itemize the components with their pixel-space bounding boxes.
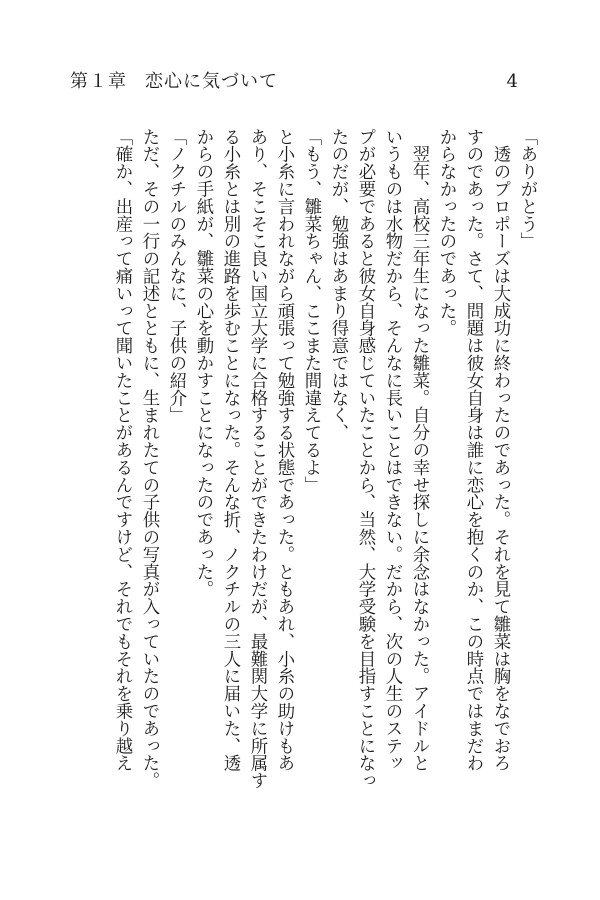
text-line: 翌年、高校三年生になった雛菜。自分の幸せ探しに余念はなかった。アイドルと [409,128,429,772]
text-line: ただ、その一行の記述とともに、生まれたての子供の写真が入っていたのであった。 [139,128,159,790]
vertical-body-text [108,128,540,838]
chapter-title: 恋心に気づいて [145,71,278,92]
text-line: プが必要であると彼女自身感じていたことから、当然、大学受験を目指すことになっ [355,128,375,790]
text-line: たのだが、勉強はあまり得意ではなく、 [328,128,348,442]
text-line: からの手紙が、雛菜の心を動かすことになったのであった。 [193,128,213,598]
text-line: 「ノクチルのみんなに、子供の紹介」 [166,128,186,424]
text-line: と小糸に言われながら頑張って勉強する状態であった。ともあれ、小糸の助けもあ [274,128,294,772]
text-line: 「ありがとう」 [517,128,537,250]
text-line: すのであった。さて、問題は彼女自身は誰に恋心を抱くのか、この時点ではまだわ [463,128,483,772]
text-line: いうものは水物だから、そんなに長いことはできない。だから、次の人生のステッ [382,128,402,772]
chapter-number: 第１章 [70,71,127,92]
page-number: 4 [506,71,518,92]
text-line: 「もう、雛菜ちゃん、ここまた間違えてるよ」 [301,128,321,494]
text-line: からなかったのであった。 [436,128,456,337]
text-line: あり、そこそこ良い国立大学に合格することができたわけだが、最難関大学に所属す [247,128,267,790]
text-line: 「確か、出産って痛いって聞いたことがあるんですけど、それでもそれを乗り越え [112,128,132,772]
running-header [70,70,278,94]
text-line: 透のプロポーズは大成功に終わったのであった。それを見て雛菜は胸をなでおろ [490,128,510,772]
text-line: る小糸とは別の進路を歩むことになった。そんな折、ノクチルの三人に届いた、透 [220,128,240,772]
